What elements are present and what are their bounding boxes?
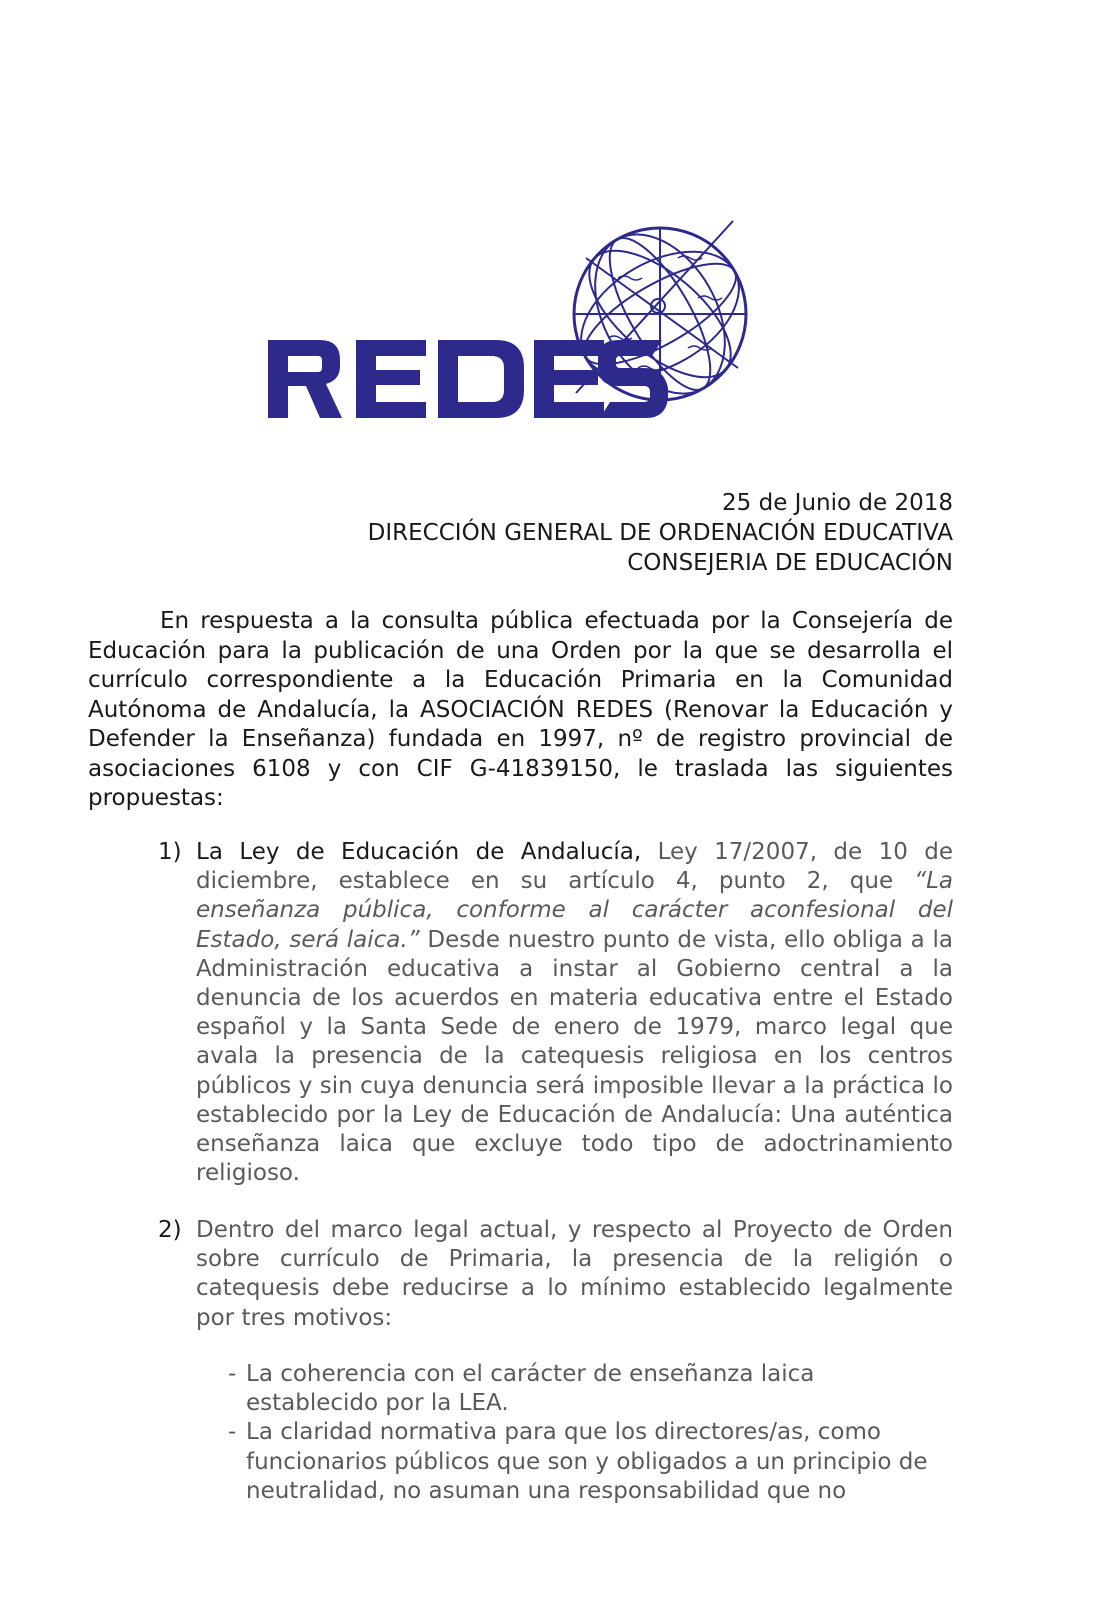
recipient-line-2: CONSEJERIA DE EDUCACIÓN — [627, 550, 953, 576]
item-number: 2) — [158, 1217, 182, 1243]
item-body — [196, 1216, 953, 1333]
proposal-item-2 — [158, 1216, 953, 1333]
recipient-line-1: DIRECCIÓN GENERAL DE ORDENACIÓN EDUCATIVA — [367, 520, 953, 546]
bullet-text: La claridad normativa para que los directores/as, como funcionarios públicos que son y obligados a un principio de neutralidad, no asuman una responsabilidad que no — [246, 1419, 928, 1504]
item-text: Dentro del marco legal actual, y respecto al Proyecto de Orden sobre currículo de Primaria, la presencia de la religión o catequesis debe reducirse a lo mínimo establecido legalmente por tres motivos: — [196, 1217, 953, 1331]
reasons-list — [228, 1360, 948, 1506]
bullet-text: La coherencia con el carácter de enseñanza laica establecido por la LEA. — [246, 1361, 815, 1417]
letter-date: 25 de Junio de 2018 — [722, 490, 953, 516]
bullet-dash: - — [228, 1419, 237, 1446]
item-number: 1) — [158, 839, 182, 865]
list-item — [228, 1360, 948, 1418]
item-text-a: Ley 17/2007, de 10 de diciembre, establece en su artículo 4, punto 2, que — [196, 839, 954, 895]
redes-logo — [268, 218, 768, 428]
item-lead: La Ley de Educación de Andalucía, — [196, 839, 642, 865]
item-text-b: Desde nuestro punto de vista, ello obliga a la Administración educativa a instar al Gobierno central a la denuncia de los acuerdos en materia educativa entre el Estado español y la Santa Sede de enero de 1979, marco legal que avala la presencia de la catequesis religiosa en los centros públicos y sin cuya denuncia será imposible llevar a la práctica lo establecido por la Ley de Educación de Andalucía: Una auténtica enseñanza laica que excluye todo tipo de adoctrinamiento religioso. — [196, 926, 954, 1187]
intro-paragraph: En respuesta a la consulta pública efectuada por la Consejería de Educación para la publicación de una Orden por la que se desarrolla el currículo correspondiente a la Educación Primaria en la Comunidad Autónoma de Andalucía, la ASOCIACIÓN REDES (Renovar la Educación y Defender la Enseñanza) fundada en 1997, nº de registro provincial de asociaciones 6108 y con CIF G-41839150, le traslada las siguientes propuestas: — [88, 608, 953, 811]
proposal-item-1 — [158, 838, 953, 1188]
redes-wordmark — [268, 340, 668, 418]
item-quote: “La enseñanza pública, conforme al carácter aconfesional del Estado, será laica.” — [196, 868, 953, 953]
list-item — [228, 1418, 948, 1506]
letter-header — [88, 488, 953, 578]
bullet-dash: - — [228, 1361, 237, 1387]
item-body — [196, 838, 953, 1188]
